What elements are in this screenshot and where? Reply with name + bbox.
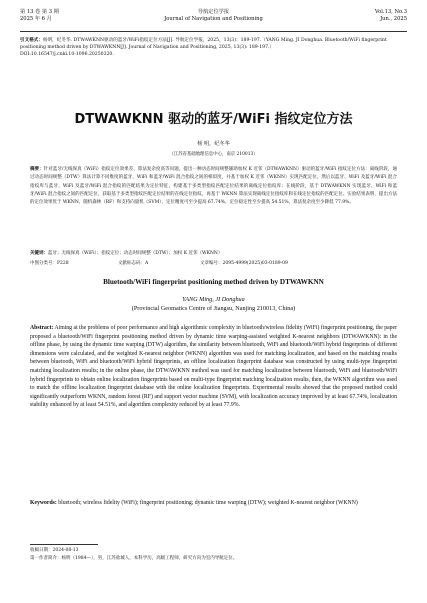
date-cn: 2025 年 6 月 [20, 16, 52, 22]
date-en: Jun., 2025 [380, 16, 407, 22]
affiliation-en: (Provincial Geomatics Centre of Jiangsu, Nanjing 210013, China) [131, 305, 296, 312]
keywords-en-text: bluetooth; wireless fidelity (WiFi); fingerprint positioning; dynamic time warping (DTW); weighted K-nearest neighbor (WKNN) [58, 500, 358, 506]
keywords-en [30, 499, 397, 508]
abstract-cn-label: 摘要： [30, 167, 44, 172]
paper-title-en: Bluetooth/WiFi fingerprint positioning method driven by DTWAWKNN [103, 278, 324, 286]
citation-text: 杨明，纪冬华. DTWAWKNN驱动的蓝牙/WiFi指纹定位方法[J]. 导航定位学报，2025，13(3)：189-197.（YANG Ming, JI Donghua. Bluetooth/WiFi fingerprint positioning method driven by DTWAWKNN[J]. Journal of Navigation and Positioning, 2025, 13(3): 189-197.） [20, 38, 387, 51]
authors-cn: 杨 明，纪冬华 [197, 141, 230, 147]
author-bio: 第一作者简介：杨明（1984—），男，江苏盐城人，本科学历，高级工程师，研究方向为室内导航定位。 [30, 556, 238, 561]
header-right [375, 9, 407, 23]
journal-name-en: Journal of Navigation and Positioning [164, 16, 263, 22]
abstract-en [30, 324, 397, 410]
article-number: 文章编号：2095-4999(2025)03-0189-09 [200, 261, 288, 266]
doi[interactable]: DOI:10.16547/j.cnki.10-1096.20250320. [20, 52, 114, 58]
affiliation-cn: （江苏省基础地理信息中心，南京 210013） [169, 152, 258, 157]
received-date: 收稿日期：2024-08-13 [30, 548, 79, 553]
authors-en: YANG Ming, JI Donghua [182, 296, 245, 303]
footnote-divider [30, 544, 98, 545]
keywords-cn-text: 蓝牙；无线保真（WiFi）；指纹定位；动态时间规整（DTW）；加权 K 近邻（WKNN） [48, 251, 223, 256]
volume-cn: 第 13 卷 第 3 期 [20, 9, 59, 15]
citation-block [20, 37, 407, 58]
paper-title-cn: DTWAWKNN 驱动的蓝牙/WiFi 指纹定位方法 [74, 112, 353, 127]
running-header [20, 9, 407, 32]
abstract-en-text: Aiming at the problems of poor performance and high algorithmic complexity in bluetooth/wireless fidelity (WiFi) fingerprint positioning, the paper proposed a bluetooth/WiFi fingerprint positioning method driven by dynamic time warping-assisted weighted K-nearest neighbors (DTWAWKNN): in the offline phase, by using the dynamic time warping (DTW) algorithm, the similarity between bluetooth, WiFi and bluetooth/WiFi hybrid fingerprints of different dimensions were calculated, and the weighted K-nearest neighbor (WKNN) algorithm was used for matching localization, and based on the matching results between bluetooth, WiFi and bluetooth/WiFi hybrid fingerprints, an offline localization fingerprint database was constructed by using multi-type fingerprint matching localization results; in the online phase, the DTWAWKNN method was used for matching localization between bluetooth, WiFi and bluetooth/WiFi hybrid fingerprints to obtain online localization fingerprints based on multi-type fingerprint matching localization results, then, the WKNN algorithm was used to match the offline localization fingerprint database with the online localization fingerprints. Experimental results showed that the proposed method could significantly outperform WKNN, random forest (RF) and support vector machine (SVM), with localization accuracy improved by at least 67.74%, localization stability enhanced by at least 54.51%, and algorithm complexity reduced by at least 77.9%. [30, 325, 397, 409]
clc-number: 中图分类号：P228 [30, 261, 69, 266]
document-code: 文献标志码：A [118, 261, 149, 266]
abstract-cn [30, 166, 397, 207]
header-center [20, 9, 407, 23]
abstract-en-label: Abstract: [30, 325, 54, 331]
citation-label: 引文格式： [20, 38, 43, 43]
journal-name-cn: 导航定位学报 [197, 9, 230, 15]
keywords-cn-label: 关键词： [30, 251, 48, 256]
abstract-cn-text: 针对蓝牙/无线保真（WiFi）指纹定位效果差、算法复杂度高等问题，提出一种动态时间规整辅助加权 K 近邻（DTWAWKNN）驱动的蓝牙/WiFi 指纹定位方法：离线阶段，通过动态时间规整（DTW）算法计算不同维度的蓝牙、WiFi 和蓝牙/WiFi 混合指纹之间的相似度，并基于加权 K 近邻（WKNN）实现匹配定位，然后以蓝牙、WiFi 及蓝牙/WiFi 混合指纹库与蓝牙、WiFi 及蓝牙/WiFi 混合指纹的匹配结果为定位特征，构建基于多类型指纹匹配定位结果的离线定位指纹库；在线阶段，基于 DTWAWKNN 实现蓝牙、WiFi 和蓝牙/WiFi 混合指纹之间的匹配定位，获取基于多类型指纹匹配定位结果的在线定位指纹，再基于 WKNN 算法实现离线定位指纹库和在线定位指纹的匹配定位。实验结果表明，提出方法的定位效果优于 WKNN、随机森林（RF）和支持向量机（SVM），定位精度可至少提高 67.74%，定位稳定性至少提高 54.51%，算法复杂度至少降低 77.9%。 [30, 167, 398, 206]
keywords-cn [30, 250, 397, 257]
classification-ids [30, 260, 397, 267]
keywords-en-label: Keywords: [30, 500, 57, 506]
volume-en: Vol.13, No.3 [374, 9, 407, 15]
